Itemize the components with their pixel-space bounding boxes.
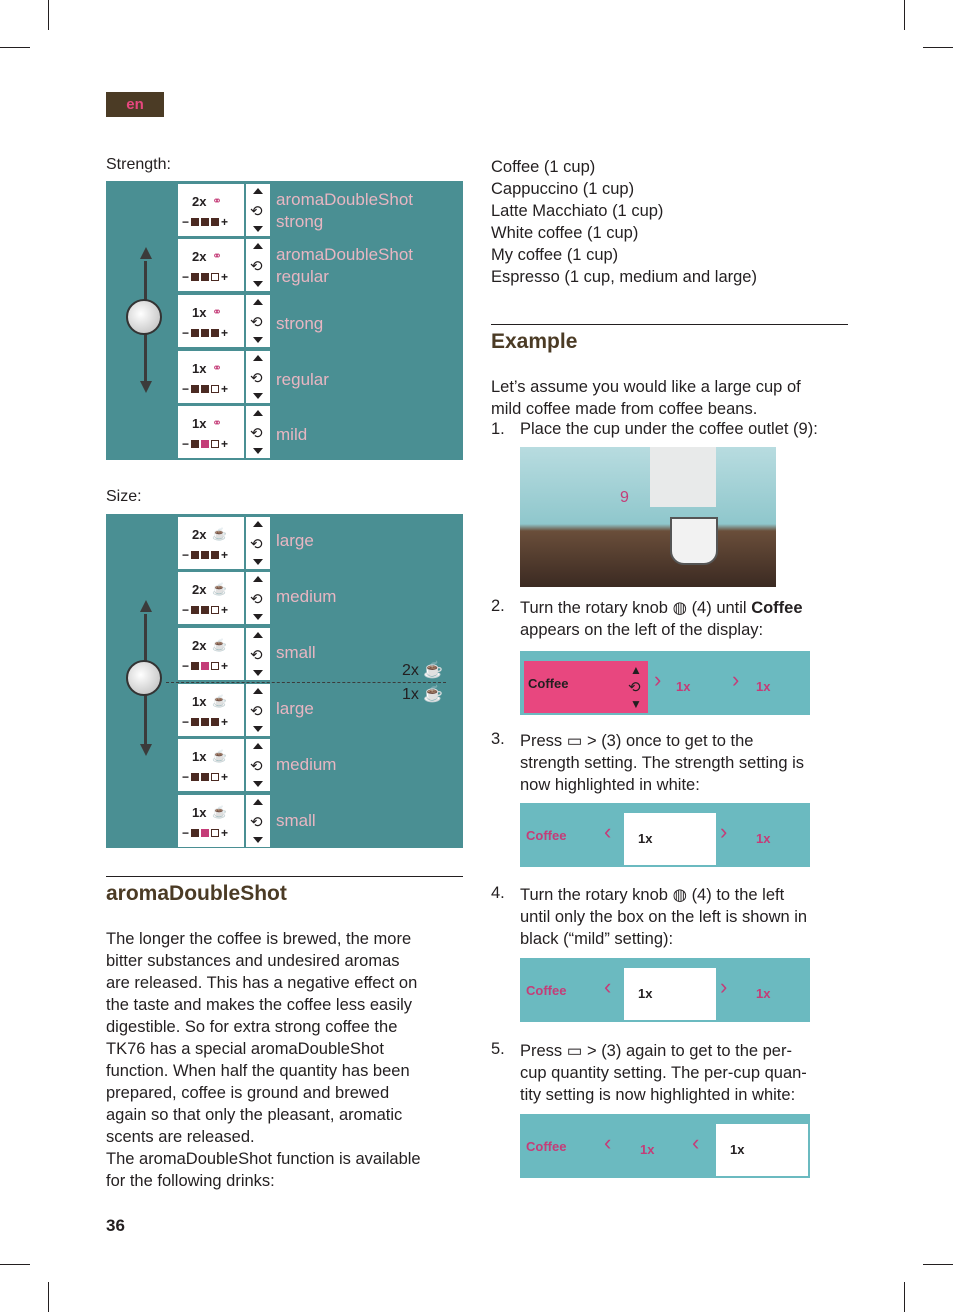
size-option-label: small [276, 811, 316, 830]
strength-display [178, 351, 270, 403]
down-icon [253, 559, 263, 565]
strength-item: 1x [638, 831, 653, 846]
cup-icon: ☕ [212, 527, 227, 541]
strength-option-label: aromaDoubleShot regular [276, 245, 414, 286]
drinks-list: Coffee (1 cup) Cappuccino (1 cup) Latte Macchiato (1 cup) White coffee (1 cup) My coffee (1 cup) Espresso (1 cup, medium and large) [491, 158, 757, 286]
display-box [178, 795, 244, 847]
strength-bar: − + [182, 215, 229, 229]
chevron-left-icon: ‹ [604, 819, 612, 844]
display-box [178, 351, 244, 403]
rotate-icon: ⟲ [250, 647, 263, 664]
size-display [178, 684, 270, 736]
cup-count: 2x [192, 527, 207, 542]
chevron-left-icon: ‹ [604, 974, 612, 999]
strength-display [178, 295, 270, 347]
chevron-left-icon: ‹ [604, 1130, 612, 1155]
up-icon [253, 743, 263, 749]
size-bar: − + [182, 826, 229, 840]
arrow-down-icon [140, 744, 152, 756]
aroma-paragraph: The longer the coffee is brewed, the more bitter substances and undesired aromas are released. This has a negative effect on the taste and makes the coffee less easily digestible. So for extra strong coffee the TK76 has a special aromaDoubleShot function. When half the quantity has been prepared, coffee is ground and brewed again so that only the pleasant, aromatic scents are released. The aromaDoubleShot function is available for the following drinks: [106, 930, 421, 1190]
strength-display [178, 406, 270, 458]
step-text: Press ▭ > (3) again to get to the per- cup quantity setting. The per-cup quan- tity setting is now highlighted in white: [520, 1042, 807, 1104]
step-number: 3. [491, 730, 505, 748]
display-controls [246, 351, 270, 403]
display-box [178, 295, 244, 347]
size-option-label: medium [276, 755, 337, 774]
down-icon [253, 614, 263, 620]
cup-icon: ☕ [423, 686, 444, 703]
rotate-icon: ⟲ [250, 370, 263, 387]
cup-icon: ☕ [212, 638, 227, 652]
down-icon [253, 670, 263, 676]
cup-icon: ☕ [423, 662, 444, 679]
example-intro: Let’s assume you would like a large cup of mild coffee made from coffee beans. [491, 378, 801, 418]
display-controls [246, 406, 270, 458]
rotate-icon: ⟲ [250, 258, 263, 275]
cup-image [670, 517, 718, 565]
rotary-knob-icon [126, 299, 162, 335]
crop-mark [0, 47, 30, 48]
step-number: 2. [491, 597, 505, 615]
size-bar: − + [182, 715, 229, 729]
rotate-icon: ⟲ [250, 536, 263, 553]
example-heading: Example [491, 330, 578, 353]
size-label: Size: [106, 488, 142, 505]
size-item: 1x [730, 1142, 745, 1157]
size-item: 1x [756, 986, 771, 1001]
step-text: Turn the rotary knob ◍ (4) until Coffee appears on the left of the display: [520, 599, 803, 639]
cup-icon: ☕ [212, 582, 227, 596]
up-icon [253, 355, 263, 361]
display-box [178, 239, 244, 291]
display-controls [246, 572, 270, 624]
strength-bar: − + [182, 270, 229, 284]
display-controls [246, 184, 270, 236]
display-box [178, 517, 244, 569]
language-tab: en [106, 92, 164, 117]
coffee-machine-photo [520, 447, 776, 587]
display-controls [246, 239, 270, 291]
up-icon [253, 521, 263, 527]
coffee-label: Coffee [526, 982, 567, 998]
crop-mark [923, 47, 953, 48]
button-icon: ▭ [566, 732, 583, 750]
display-screen-1 [520, 651, 810, 715]
step-text: Press ▭ > (3) once to get to the strength setting. The strength setting is now highlighted in white: [520, 732, 805, 794]
chevron-right-icon: › [732, 667, 740, 692]
down-icon [253, 781, 263, 787]
display-box [178, 684, 244, 736]
shot-count: 1x [192, 361, 207, 376]
arrow-down-icon [140, 381, 152, 393]
size-display [178, 795, 270, 847]
arrow-up-icon [140, 247, 152, 259]
bean-icon: ⚭ [212, 249, 223, 263]
display-screen-4 [520, 1114, 810, 1178]
down-icon [253, 726, 263, 732]
coffee-label: Coffee [526, 1138, 567, 1154]
divider-label-bottom: 1x ☕ [402, 686, 444, 703]
rotate-icon: ⟲ [250, 814, 263, 831]
crop-mark [923, 1264, 953, 1265]
crop-mark [904, 1282, 905, 1312]
cup-count: 1x [192, 749, 207, 764]
strength-option-label: aromaDoubleShot strong [276, 190, 414, 231]
up-icon [253, 799, 263, 805]
size-diagram [106, 514, 463, 848]
display-controls [246, 684, 270, 736]
chevron-right-icon: › [720, 819, 728, 844]
down-icon [253, 393, 263, 399]
panel-controls: ▲ ⟲ ▼ [628, 663, 642, 711]
coffee-label: Coffee [526, 827, 567, 843]
crop-mark [904, 0, 905, 30]
chevron-left-icon: ‹ [692, 1130, 700, 1155]
display-box [178, 739, 244, 791]
up-icon [253, 188, 263, 194]
up-icon [253, 632, 263, 638]
cup-icon: ☕ [212, 805, 227, 819]
strength-bar: − + [182, 382, 229, 396]
display-controls [246, 295, 270, 347]
knob-icon: ◍ [672, 599, 687, 617]
display-screen-2 [520, 803, 810, 867]
size-display [178, 572, 270, 624]
size-option-label: medium [276, 587, 337, 606]
page-number: 36 [106, 1216, 125, 1235]
step-text: Place the cup under the coffee outlet (9): [520, 420, 818, 438]
up-icon [253, 410, 263, 416]
rotate-icon: ⟲ [250, 425, 263, 442]
display-box [178, 572, 244, 624]
size-display [178, 517, 270, 569]
section-divider [106, 876, 463, 877]
display-controls [246, 628, 270, 680]
aroma-heading: aromaDoubleShot [106, 882, 287, 905]
crop-mark [48, 0, 49, 30]
coffee-label: Coffee [528, 675, 569, 691]
bean-icon: ⚭ [212, 305, 223, 319]
strength-display [178, 184, 270, 236]
down-icon [253, 337, 263, 343]
size-bar: − + [182, 770, 229, 784]
bean-icon: ⚭ [212, 416, 223, 430]
cup-count: 2x [192, 582, 207, 597]
section-divider [491, 324, 848, 325]
size-bar: − + [182, 548, 229, 562]
display-controls [246, 795, 270, 847]
down-icon [253, 226, 263, 232]
bean-icon: ⚭ [212, 361, 223, 375]
strength-item: 1x [640, 1142, 655, 1157]
size-item: 1x [756, 831, 771, 846]
size-bar: − + [182, 659, 229, 673]
display-controls [246, 739, 270, 791]
up-icon [253, 243, 263, 249]
crop-mark [0, 1264, 30, 1265]
up-icon [253, 688, 263, 694]
strength-display [178, 239, 270, 291]
crop-mark [48, 1282, 49, 1312]
shot-count: 2x [192, 249, 207, 264]
display-screen-3 [520, 958, 810, 1022]
up-icon [253, 576, 263, 582]
size-display [178, 739, 270, 791]
shot-count: 1x [192, 305, 207, 320]
strength-option-label: mild [276, 425, 308, 444]
shot-count: 1x [192, 416, 207, 431]
step-number: 5. [491, 1040, 505, 1058]
size-option-label: large [276, 699, 314, 718]
divider-label-top: 2x ☕ [402, 662, 444, 679]
strength-bar: − + [182, 326, 229, 340]
rotate-icon: ⟲ [250, 703, 263, 720]
rotary-knob-icon [126, 660, 162, 696]
rotate-icon: ⟲ [250, 203, 263, 220]
step-number: 4. [491, 884, 505, 902]
strength-option-label: regular [276, 370, 329, 389]
coffee-outlet [650, 447, 716, 507]
button-icon: ▭ [566, 1042, 583, 1060]
display-box [178, 184, 244, 236]
arrow-up-icon [140, 600, 152, 612]
display-box [178, 628, 244, 680]
display-controls [246, 517, 270, 569]
rotate-icon: ⟲ [250, 758, 263, 775]
cup-count: 1x [192, 694, 207, 709]
size-bar: − + [182, 603, 229, 617]
chevron-right-icon: › [720, 974, 728, 999]
strength-diagram [106, 181, 463, 460]
size-option-label: large [276, 531, 314, 550]
chevron-right-icon: › [654, 667, 662, 692]
bean-icon: ⚭ [212, 194, 223, 208]
shot-count: 2x [192, 194, 207, 209]
strength-item: 1x [638, 986, 653, 1001]
strength-item: 1x [676, 679, 691, 694]
down-icon [253, 281, 263, 287]
strength-label: Strength: [106, 156, 171, 173]
knob-icon: ◍ [672, 886, 687, 904]
size-divider-line [166, 682, 446, 683]
strength-bar: − + [182, 437, 229, 451]
rotate-icon: ⟲ [250, 591, 263, 608]
display-box [178, 406, 244, 458]
outlet-marker: 9 [620, 489, 629, 506]
strength-option-label: strong [276, 314, 324, 333]
down-icon [253, 448, 263, 454]
size-item: 1x [756, 679, 771, 694]
rotate-icon: ⟲ [250, 314, 263, 331]
size-display [178, 628, 270, 680]
down-icon [253, 837, 263, 843]
up-icon [253, 299, 263, 305]
cup-icon: ☕ [212, 694, 227, 708]
cup-count: 1x [192, 805, 207, 820]
step-number: 1. [491, 420, 505, 438]
cup-count: 2x [192, 638, 207, 653]
step-text: Turn the rotary knob ◍ (4) to the left until only the box on the left is shown in black (“mild” setting): [520, 886, 808, 948]
size-option-label: small [276, 643, 316, 662]
cup-icon: ☕ [212, 749, 227, 763]
